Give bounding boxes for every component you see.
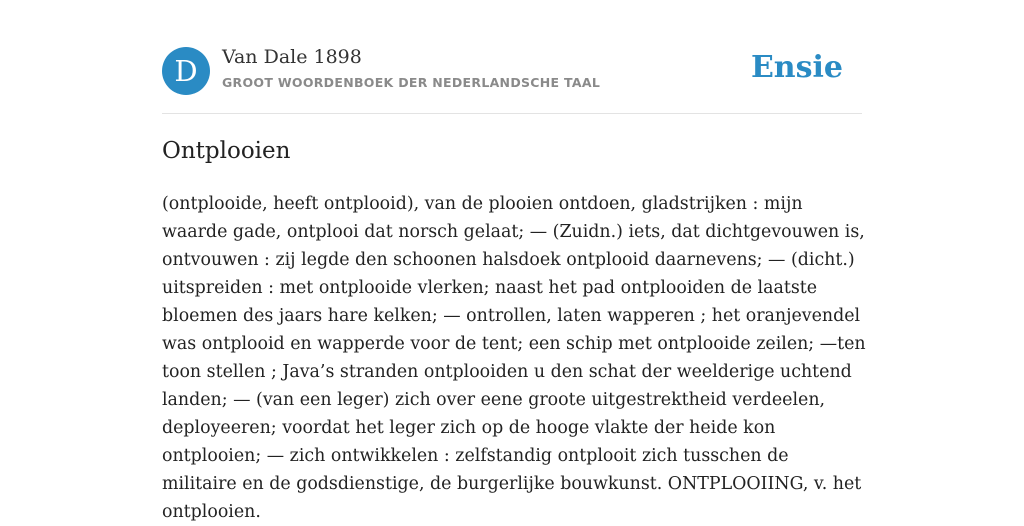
dictionary-header [162,46,862,96]
header-divider [162,113,862,114]
dictionary-logo[interactable]: D [162,47,210,95]
dictionary-subtitle: GROOT WOORDENBOEK DER NEDERLANDSCHE TAAL [222,75,601,90]
entry-definition: (ontplooide, heeft ontplooid), van de plooien ontdoen, gladstrijken : mijn waarde gade, ontplooi dat norsch gelaat; — (Zuidn.) iets, dat dichtgevouwen is, ontvouwen : zij legde den schoonen halsdoek ontplooid daarnevens; — (dicht.) uitspreiden : met ontplooide vlerken; naast het pad ontplooiden de laatste bloemen des jaars hare kelken; — ontrollen, laten wapperen ; het oranjevendel was ontplooid en wapperde voor de tent; een schip met ontplooide zeilen; —ten toon stellen ; Java’s stranden ontplooiden u den schat der weelderige uchtend landen; — (van een leger) zich over eene groote uitgestrektheid verdeelen, deployeeren; voordat het leger zich op de hooge vlakte der heide kon ontplooien; — zich ontwikkelen : zelfstandig ontplooit zich tusschen de militaire en de godsdienstige, de burgerlijke bouwkunst. ONTPLOOIING, v. het ontplooien. [162,194,866,522]
dictionary-title[interactable]: Van Dale 1898 [222,46,362,68]
entry-headword: Ontplooien [162,138,291,164]
ensie-brand-logo[interactable]: Ensie [750,50,843,85]
